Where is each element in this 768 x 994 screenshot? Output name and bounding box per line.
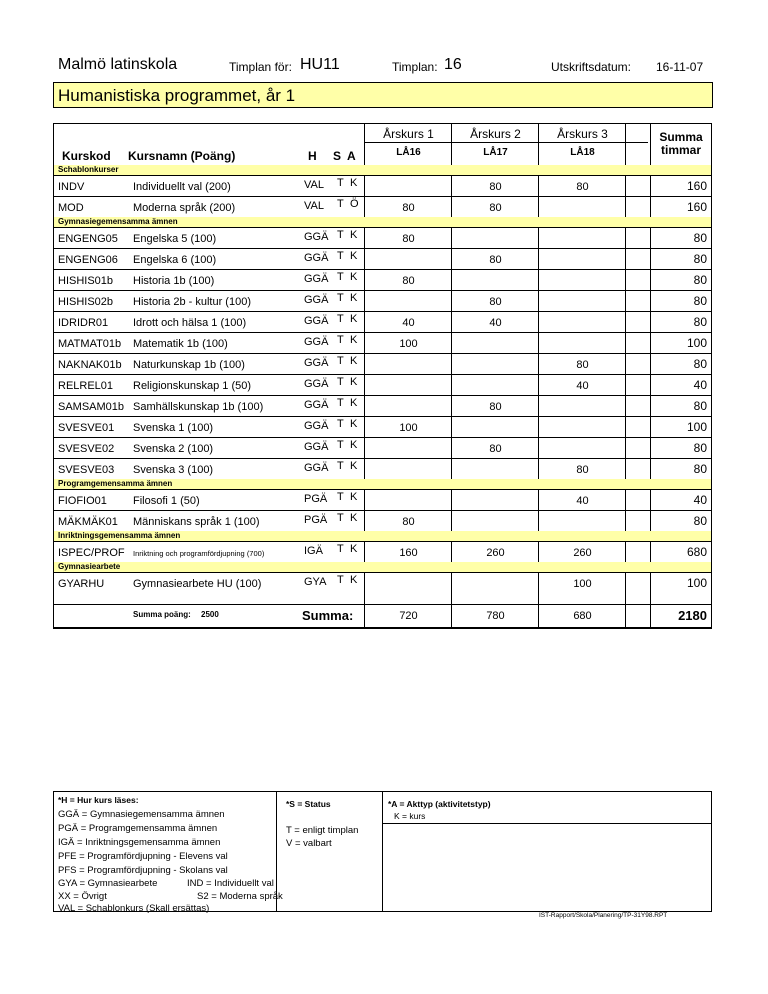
course-s: T xyxy=(337,271,344,283)
course-a: K xyxy=(350,460,358,472)
course-code: SVESVE02 xyxy=(58,443,115,455)
course-sum: 100 xyxy=(686,420,707,434)
course-year1: 40 xyxy=(402,317,415,329)
legend-h-title: *H = Hur kurs läses: xyxy=(58,795,139,805)
course-sum: 100 xyxy=(686,576,707,590)
section-header: Gymnasiegemensamma ämnen xyxy=(54,217,711,227)
course-a: K xyxy=(350,397,358,409)
course-a: K xyxy=(350,512,358,524)
course-code: SVESVE03 xyxy=(58,464,115,476)
legend-h-line: PFS = Programfördjupning - Skolans val xyxy=(58,865,228,876)
course-a: K xyxy=(350,376,358,388)
course-h: GGÄ xyxy=(304,378,329,390)
header-divider xyxy=(364,142,648,143)
course-name: Engelska 5 (100) xyxy=(133,233,217,245)
course-code: IDRIDR01 xyxy=(58,317,109,329)
course-a: K xyxy=(350,292,358,304)
print-date-label: Utskriftsdatum: xyxy=(551,60,632,74)
course-row xyxy=(54,269,711,291)
timplan-for-value: HU11 xyxy=(300,56,340,73)
course-s: T xyxy=(337,334,344,346)
year3-header: Årskurs 3 xyxy=(557,127,608,141)
course-name: Moderna språk (200) xyxy=(133,202,236,214)
course-code: HISHIS01b xyxy=(58,275,114,287)
course-sum: 40 xyxy=(693,493,707,507)
legend-h-line: PFE = Programfördjupning - Elevens val xyxy=(58,851,228,862)
course-name: Filosofi 1 (50) xyxy=(133,495,200,507)
legend-a-title: *A = Akttyp (aktivitetstyp) xyxy=(388,799,491,809)
course-row xyxy=(54,311,711,333)
course-h: GGÄ xyxy=(304,231,329,243)
course-s: T xyxy=(337,512,344,524)
program-title: Humanistiska programmet, år 1 xyxy=(53,82,713,108)
legend-s-title: *S = Status xyxy=(286,799,331,809)
course-name: Idrott och hälsa 1 (100) xyxy=(133,317,247,329)
course-name: Människans språk 1 (100) xyxy=(133,516,260,528)
course-name: Historia 2b - kultur (100) xyxy=(133,296,251,308)
course-code: MÄKMÄK01 xyxy=(58,516,118,528)
course-sum: 80 xyxy=(693,252,707,266)
course-sum: 680 xyxy=(686,545,707,559)
course-row xyxy=(54,458,711,480)
course-year1: 100 xyxy=(399,338,418,350)
course-row xyxy=(54,332,711,354)
legend-h-line: GGÄ = Gymnasiegemensamma ämnen xyxy=(58,809,225,820)
legend-xx: XX = Övrigt xyxy=(58,891,107,902)
course-s: T xyxy=(337,355,344,367)
course-a: K xyxy=(350,250,358,262)
course-code: INDV xyxy=(58,181,85,193)
section-header: Schablonkurser xyxy=(54,165,711,175)
course-a: K xyxy=(350,491,358,503)
kurskod-header: Kurskod xyxy=(62,149,111,163)
course-sum: 160 xyxy=(686,179,707,193)
legend-s2: S2 = Moderna språk xyxy=(197,891,283,902)
year1-header: Årskurs 1 xyxy=(383,127,434,141)
course-year3: 80 xyxy=(576,181,589,193)
course-row xyxy=(54,227,711,249)
course-name: Svenska 1 (100) xyxy=(133,422,214,434)
course-year2: 80 xyxy=(489,254,502,266)
course-a: K xyxy=(350,334,358,346)
h-header: H xyxy=(308,149,317,163)
course-name: Religionskunskap 1 (50) xyxy=(133,380,252,392)
legend-val: VAL = Schablonkurs (Skall ersättas) xyxy=(58,903,210,914)
course-a: Ö xyxy=(350,198,359,210)
course-row xyxy=(54,353,711,375)
course-a: K xyxy=(350,574,358,586)
course-code: MATMAT01b xyxy=(58,338,122,350)
course-sum: 80 xyxy=(693,294,707,308)
course-sum: 80 xyxy=(693,399,707,413)
course-s: T xyxy=(337,313,344,325)
course-code: ENGENG05 xyxy=(58,233,118,245)
course-row xyxy=(54,416,711,438)
summa-label: Summa: xyxy=(302,608,354,623)
summary-total: 2180 xyxy=(678,608,707,623)
summa-header-line2: timmar xyxy=(660,143,701,157)
course-h: GGÄ xyxy=(304,252,329,264)
course-sum: 80 xyxy=(693,231,707,245)
s-header: S xyxy=(333,149,342,163)
course-row xyxy=(54,510,711,532)
course-name: Individuellt val (200) xyxy=(133,181,231,193)
course-a: K xyxy=(350,229,358,241)
course-year2: 80 xyxy=(489,401,502,413)
legend-s-line: V = valbart xyxy=(286,838,332,849)
course-a: K xyxy=(350,418,358,430)
course-name: Samhällskunskap 1b (100) xyxy=(133,401,264,413)
course-year1: 80 xyxy=(402,202,415,214)
course-a: K xyxy=(350,355,358,367)
course-row xyxy=(54,572,711,594)
course-name: Naturkunskap 1b (100) xyxy=(133,359,245,371)
course-year3: 40 xyxy=(576,380,589,392)
summary-year1: 720 xyxy=(399,610,418,622)
course-name: Engelska 6 (100) xyxy=(133,254,217,266)
course-a: K xyxy=(350,313,358,325)
course-a: K xyxy=(350,271,358,283)
course-row xyxy=(54,395,711,417)
course-s: T xyxy=(337,292,344,304)
summary-year2: 780 xyxy=(486,610,505,622)
course-year1: 80 xyxy=(402,233,415,245)
course-code: GYARHU xyxy=(58,578,105,590)
timplan-value: 16 xyxy=(444,56,462,73)
year3-code: LÅ18 xyxy=(570,147,595,158)
course-year2: 80 xyxy=(489,202,502,214)
course-code: NAKNAK01b xyxy=(58,359,122,371)
course-h: VAL xyxy=(304,179,324,191)
course-year2: 80 xyxy=(489,181,502,193)
course-sum: 80 xyxy=(693,462,707,476)
course-s: T xyxy=(337,460,344,472)
course-h: GGÄ xyxy=(304,441,329,453)
legend-h-line: PGÄ = Programgemensamma ämnen xyxy=(58,823,218,834)
year1-code: LÅ16 xyxy=(396,147,421,158)
course-a: K xyxy=(350,439,358,451)
legend-gya: GYA = Gymnasiearbete xyxy=(58,878,158,889)
course-s: T xyxy=(337,418,344,430)
timplan-label: Timplan: xyxy=(392,60,438,74)
legend-s-line: T = enligt timplan xyxy=(286,825,359,836)
course-s: T xyxy=(337,397,344,409)
course-year1: 100 xyxy=(399,422,418,434)
course-code: FIOFIO01 xyxy=(58,495,107,507)
course-year3: 80 xyxy=(576,359,589,371)
course-s: T xyxy=(337,491,344,503)
legend-a-divider xyxy=(382,823,711,824)
legend-ind: IND = Individuellt val xyxy=(187,878,274,889)
course-name: Svenska 2 (100) xyxy=(133,443,214,455)
course-sum: 80 xyxy=(693,441,707,455)
course-h: GGÄ xyxy=(304,273,329,285)
year2-code: LÅ17 xyxy=(483,147,508,158)
course-year2: 80 xyxy=(489,443,502,455)
section-header: Inriktningsgemensamma ämnen xyxy=(54,531,711,541)
course-row xyxy=(54,290,711,312)
course-s: T xyxy=(337,376,344,388)
course-year1: 80 xyxy=(402,275,415,287)
course-row xyxy=(54,541,711,563)
course-h: VAL xyxy=(304,200,324,212)
course-h: GGÄ xyxy=(304,420,329,432)
course-code: MOD xyxy=(58,202,84,214)
course-sum: 80 xyxy=(693,514,707,528)
course-h: GGÄ xyxy=(304,294,329,306)
course-year2: 260 xyxy=(486,547,505,559)
course-a: K xyxy=(350,177,358,189)
year2-header: Årskurs 2 xyxy=(470,127,521,141)
course-h: GGÄ xyxy=(304,315,329,327)
course-name: Historia 1b (100) xyxy=(133,275,215,287)
course-s: T xyxy=(337,250,344,262)
course-code: SVESVE01 xyxy=(58,422,115,434)
course-year3: 100 xyxy=(573,578,592,590)
course-h: GGÄ xyxy=(304,399,329,411)
points-value: 2500 xyxy=(201,610,219,619)
course-s: T xyxy=(337,439,344,451)
course-year1: 80 xyxy=(402,516,415,528)
summa-header-line1: Summa xyxy=(659,130,703,144)
summa-header xyxy=(650,131,712,157)
course-h: GGÄ xyxy=(304,336,329,348)
summary-row xyxy=(54,604,711,629)
course-code: HISHIS02b xyxy=(58,296,114,308)
course-row xyxy=(54,374,711,396)
course-s: T xyxy=(337,574,344,586)
legend-divider xyxy=(382,792,383,911)
course-row xyxy=(54,175,711,197)
course-h: PGÄ xyxy=(304,514,328,526)
summary-year3: 680 xyxy=(573,610,592,622)
course-sum: 80 xyxy=(693,315,707,329)
course-year1: 160 xyxy=(399,547,418,559)
legend-h-line: IGÄ = Inriktningsgemensamma ämnen xyxy=(58,837,221,848)
course-code: ISPEC/PROF xyxy=(58,547,125,559)
course-a: K xyxy=(350,543,358,555)
course-code: RELREL01 xyxy=(58,380,114,392)
course-sum: 80 xyxy=(693,357,707,371)
course-table xyxy=(53,123,712,629)
course-row xyxy=(54,437,711,459)
section-header: Programgemensamma ämnen xyxy=(54,479,711,489)
course-year2: 80 xyxy=(489,296,502,308)
legend-a-line: K = kurs xyxy=(394,811,426,821)
course-code: SAMSAM01b xyxy=(58,401,125,413)
points-label: Summa poäng: xyxy=(133,610,191,619)
course-name: Matematik 1b (100) xyxy=(133,338,228,350)
course-s: T xyxy=(337,229,344,241)
course-year2: 40 xyxy=(489,317,502,329)
course-code: ENGENG06 xyxy=(58,254,118,266)
course-sum: 40 xyxy=(693,378,707,392)
print-date-value: 16-11-07 xyxy=(656,60,704,74)
course-sum: 100 xyxy=(686,336,707,350)
course-h: GYA xyxy=(304,576,327,588)
course-row xyxy=(54,489,711,511)
course-year3: 80 xyxy=(576,464,589,476)
course-h: GGÄ xyxy=(304,357,329,369)
school-name: Malmö latinskola xyxy=(58,56,178,73)
course-h: GGÄ xyxy=(304,462,329,474)
course-s: T xyxy=(337,543,344,555)
report-path: IST-Rapport/Skola/Planering/TP-31Y98.RPT xyxy=(539,912,668,919)
course-row xyxy=(54,248,711,270)
course-year3: 260 xyxy=(573,547,592,559)
course-sum: 160 xyxy=(686,200,707,214)
legend-box xyxy=(53,791,712,912)
course-sum: 80 xyxy=(693,273,707,287)
course-name: Gymnasiearbete HU (100) xyxy=(133,578,262,590)
a-header: A xyxy=(347,149,356,163)
course-s: T xyxy=(337,177,344,189)
course-name: Svenska 3 (100) xyxy=(133,464,214,476)
course-h: PGÄ xyxy=(304,493,328,505)
course-name: Inriktning och programfördjupning (700) xyxy=(133,549,265,558)
course-row xyxy=(54,196,711,218)
timplan-for-label: Timplan för: xyxy=(229,60,292,74)
course-h: IGÄ xyxy=(304,545,323,557)
kursnamn-header: Kursnamn (Poäng) xyxy=(128,149,236,163)
course-year3: 40 xyxy=(576,495,589,507)
course-s: T xyxy=(337,198,344,210)
section-header: Gymnasiearbete xyxy=(54,562,711,572)
